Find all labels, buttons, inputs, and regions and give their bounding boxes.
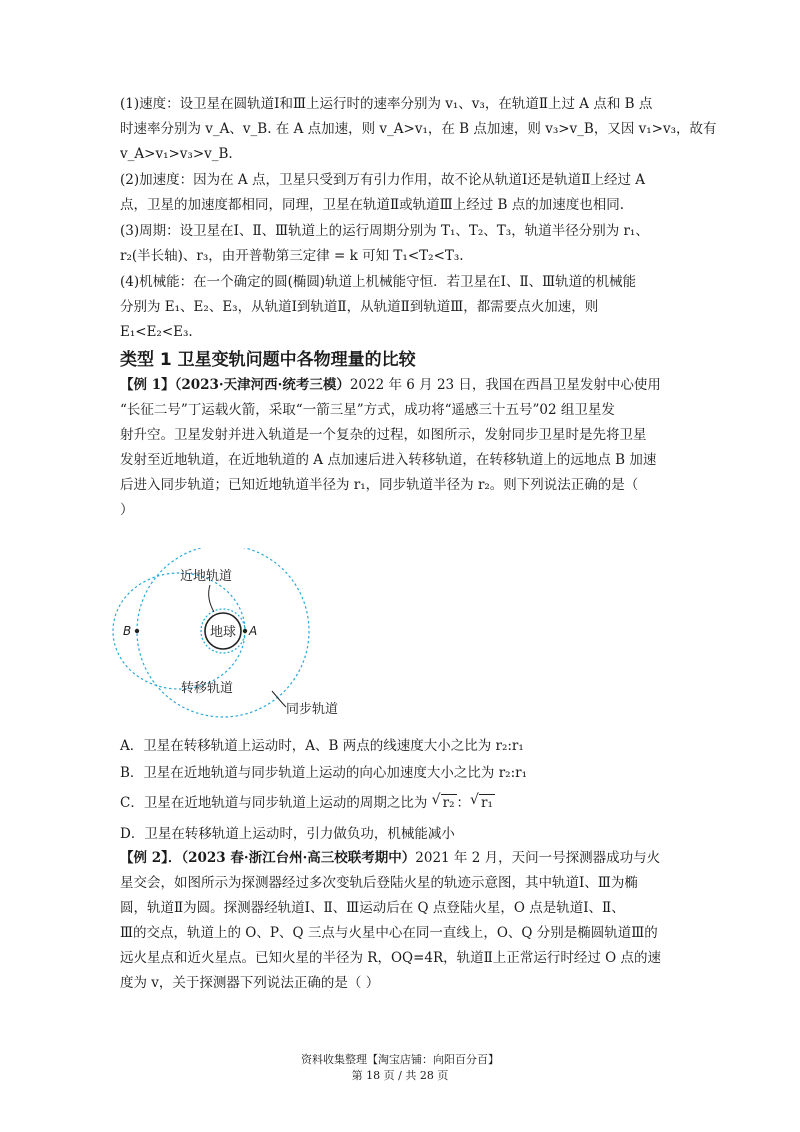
text-line: 远火星点和近火星点。已知火星的半径为 R，OQ=4R，轨道Ⅱ上正常运行时经过 O 点的速 xyxy=(120,950,661,966)
point-b-label: B xyxy=(123,624,132,638)
sqrt-r2 xyxy=(431,792,457,811)
text-line: 分别为 E₁、E₂、E₃，从轨道Ⅰ到轨道Ⅱ，从轨道Ⅱ到轨道Ⅲ，都需要点火加速，则 xyxy=(120,299,599,315)
text-line xyxy=(120,846,685,871)
text-line: Ⅲ的交点，轨道上的 O、P、Q 三点与火星中心在同一直线上，O、Q 分别是椭圆轨道Ⅲ的 xyxy=(120,925,658,941)
transfer-label: 转移轨道 xyxy=(181,681,234,696)
sqrt-r2-value: r₂ xyxy=(442,795,455,811)
page-number: 第 18 页 / 共 28 页 xyxy=(351,1069,449,1082)
paragraph-acceleration xyxy=(120,168,685,218)
text-span: 2022 年 6 月 23 日，我国在西昌卫星发射中心使用 xyxy=(349,377,661,393)
text-line: (4)机械能：在一个确定的圆(椭圆)轨道上机械能守恒．若卫星在Ⅰ、Ⅱ、Ⅲ轨道的机械能 xyxy=(120,274,637,290)
paragraph-energy xyxy=(120,270,685,345)
option-a: A．卫星在转移轨道上运动时，A、B 两点的线速度大小之比为 r₂:r₁ xyxy=(120,738,524,754)
point-a-marker xyxy=(243,629,247,633)
paragraph-period xyxy=(120,219,685,269)
text-line: 发射至近地轨道，在近地轨道的 A 点加速后进入转移轨道，在转移轨道上的远地点 B 加速 xyxy=(120,452,657,468)
page-footer xyxy=(0,1052,800,1084)
sqrt-r1-value: r₁ xyxy=(481,795,493,811)
text-line: 射升空。卫星发射并进入轨道是一个复杂的过程，如图所示，发射同步卫星时是先将卫星 xyxy=(120,427,647,443)
section-heading: 类型 1 卫星变轨问题中各物理量的比较 xyxy=(120,350,416,370)
orbit-diagram xyxy=(110,548,360,720)
option-c xyxy=(120,791,495,811)
text-line: (3)周期：设卫星在Ⅰ、Ⅱ、Ⅲ轨道上的运行周期分别为 T₁、T₂、T₃，轨道半径分别为 r₁、 xyxy=(120,223,649,239)
text-line: 后进入同步轨道；已知近地轨道半径为 r₁，同步轨道半径为 r₂。则下列说法正确的是（ xyxy=(120,477,639,493)
near-earth-label: 近地轨道 xyxy=(180,569,233,584)
footer-source: 资料收集整理【淘宝店铺：向阳百分百】 xyxy=(301,1053,499,1066)
earth-label: 地球 xyxy=(209,625,237,640)
text-line: 时速率分别为 v_A、v_B. 在 A 点加速，则 v_A>v₁，在 B 点加速，则 v₃>v_B，又因 v₁>v₃，故有 xyxy=(120,121,717,137)
sqrt-r1 xyxy=(470,792,495,811)
example-1 xyxy=(120,373,685,523)
text-line: “长征二号”丁运载火箭，采取“一箭三星”方式，成功将“遥感三十五号”02 组卫星发 xyxy=(120,402,615,418)
option-c-separator: ： xyxy=(456,795,471,811)
example-label: 【例 1】（2023·天津河西·统考三模） xyxy=(120,377,350,393)
option-c-text: C．卫星在近地轨道与同步轨道上运动的周期之比为 xyxy=(120,795,428,811)
example-label: 【例 2】．（2023 春·浙江台州·高三校联考期中） xyxy=(120,850,416,866)
option-d: D．卫星在转移轨道上运动时，引力做负功，机械能减小 xyxy=(120,826,455,842)
text-line: 圆，轨道Ⅱ为圆。探测器经轨道Ⅰ、Ⅱ、Ⅲ运动后在 Q 点登陆火星，O 点是轨道Ⅰ、Ⅱ、 xyxy=(120,900,625,916)
example-2 xyxy=(120,846,685,996)
text-line: v_A>v₁>v₃>v_B. xyxy=(120,146,233,162)
text-line: 度为 v，关于探测器下列说法正确的是（ ） xyxy=(120,975,380,991)
option-b: B．卫星在近地轨道与同步轨道上运动的向心加速度大小之比为 r₂:r₁ xyxy=(120,765,527,781)
near-earth-leader xyxy=(209,585,214,612)
point-a-label: A xyxy=(249,624,258,638)
text-line: E₁<E₂<E₃. xyxy=(120,324,193,340)
text-line: 星交会，如图所示为探测器经过多次变轨后登陆火星的轨迹示意图，其中轨道Ⅰ、Ⅲ为椭 xyxy=(120,875,638,891)
radical-sign-icon: √ xyxy=(431,792,441,808)
text-line xyxy=(120,373,685,398)
text-line: ） xyxy=(120,502,134,518)
text-line: (1)速度：设卫星在圆轨道Ⅰ和Ⅲ上运行时的速率分别为 v₁、v₃，在轨道Ⅱ上过 A 点和 B 点 xyxy=(120,96,653,112)
text-line: r₂(半长轴)、r₃，由开普勒第三定律 = k 可知 T₁<T₂<T₃. xyxy=(120,248,464,264)
text-span: 2021 年 2 月，天问一号探测器成功与火 xyxy=(415,850,661,866)
text-line: 点，卫星的加速度都相同，同理，卫星在轨道Ⅱ或轨道Ⅲ上经过 B 点的加速度也相同. xyxy=(120,197,624,213)
radical-sign-icon: √ xyxy=(470,792,479,808)
sync-label: 同步轨道 xyxy=(286,702,339,717)
text-line: (2)加速度：因为在 A 点，卫星只受到万有引力作用，故不论从轨道Ⅰ还是轨道Ⅱ上经过 A xyxy=(120,172,646,188)
point-b-marker xyxy=(135,629,139,633)
sync-leader xyxy=(272,691,286,707)
paragraph-velocity xyxy=(120,92,717,167)
